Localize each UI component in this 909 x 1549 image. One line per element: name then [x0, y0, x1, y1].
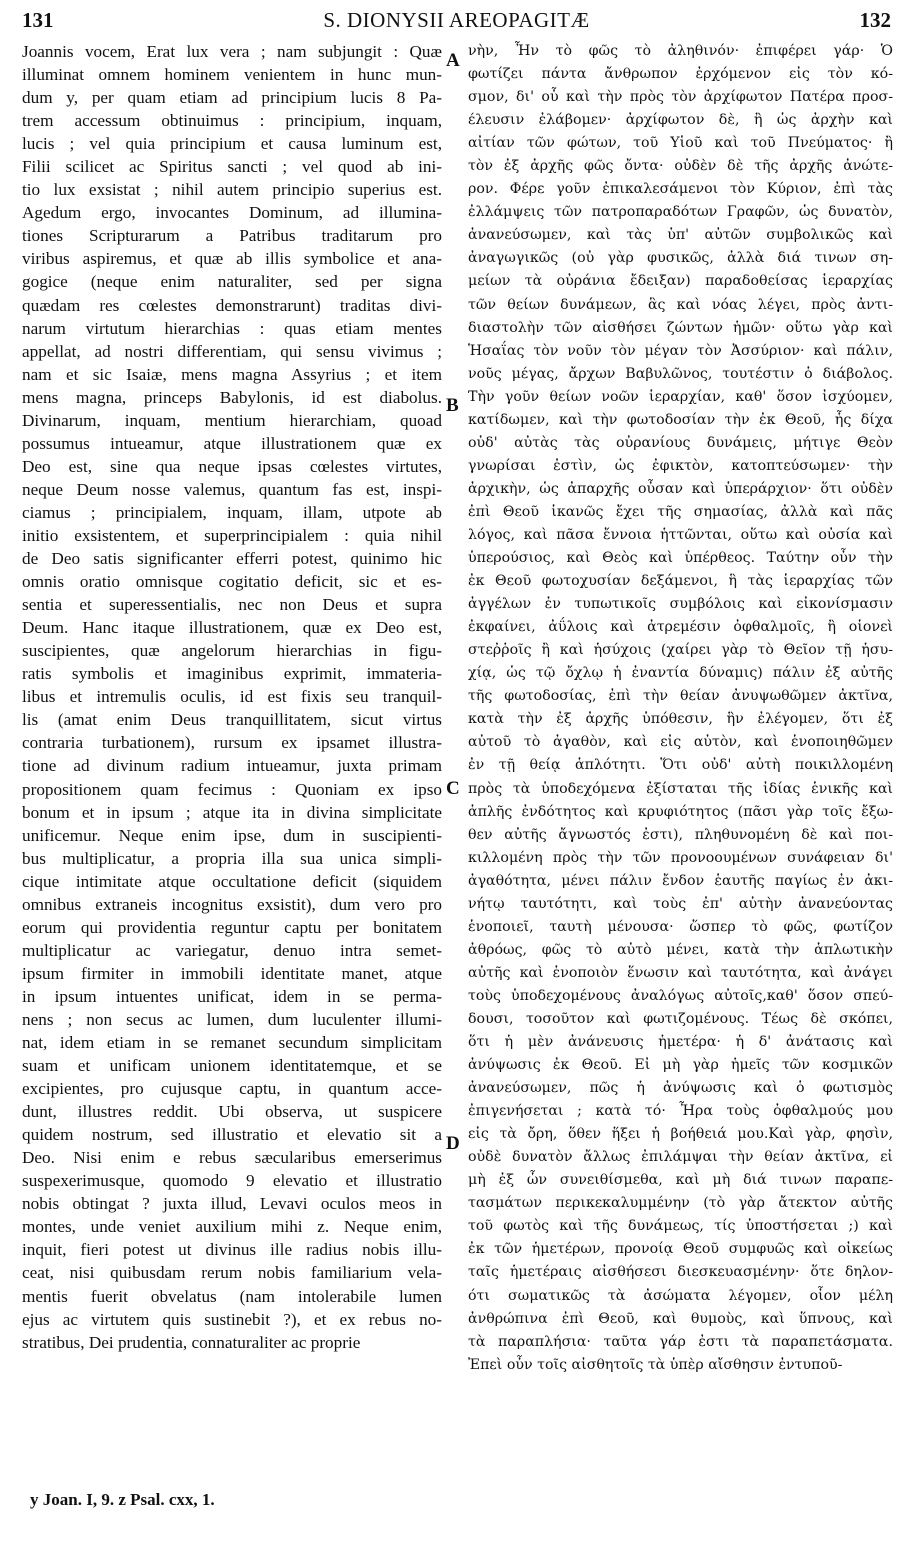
latin-line: ipsum firmiter in immobili identitate manet, atque	[22, 963, 442, 983]
latin-column	[22, 40, 442, 1354]
latin-line: appellat, ad nostri differentiam, qui sensu vivimus ;	[22, 341, 442, 361]
greek-line: θεν αὐτῆς ἄγνωστός ἐστι), πληθυνομένη δὲ καὶ ποι-	[468, 826, 893, 843]
greek-line: ἀνανεύσωμεν, καὶ τὰς ὑπ' αὐτῶν συμβολικῶς καὶ	[468, 227, 893, 244]
greek-line: ὅτι ἡ μὲν ἀνάνευσις ἡμετέρα· ἡ δ' ἀνάτασις καὶ	[468, 1034, 893, 1051]
latin-line: bus multiplicatur, a propria illa sua unica simpli-	[22, 848, 442, 868]
latin-line: contraria turbationem), rursum ex ipsamet illustra-	[22, 733, 442, 753]
section-marker-c: C	[446, 778, 460, 799]
latin-line: illuminat omnem hominem venientem in hunc mun-	[22, 65, 442, 85]
greek-line: διαστολὴν τῶν αἰσθήσει ζώντων ἡμῶν· οὕτω γὰρ καὶ	[468, 319, 893, 336]
latin-line: Agedum ergo, invocantes Dominum, ad illumina-	[22, 203, 442, 223]
greek-line: τασμάτων περικεκαλυμμένην (τὸ γὰρ ἄτεκτον αὐτῆς	[468, 1195, 893, 1212]
latin-line: ciamus ; principialem, inquam, illam, utpote ab	[22, 502, 442, 522]
latin-line: suspexerimusque, quomodo 9 elevatio et illustratio	[22, 1171, 442, 1191]
greek-line: νοῦς μέγας, ἄρχων Βαβυλῶνος, τουτέστιν ὁ διάβολος.	[468, 365, 893, 382]
latin-line: possumus intueamur, atque illustrationem quæ ex	[22, 433, 442, 453]
greek-line: τῶν θείων δυνάμεων, ἃς καὶ νόας λέγει, πρὸς ἀντι-	[468, 296, 893, 313]
greek-line: ἀγαθότητα, μένει πάλιν ἔνδον ἑαυτῆς παγίως ἐν ἀκι-	[468, 872, 893, 889]
latin-line: multiplicatur ac variegatur, denuo intra semet-	[22, 940, 442, 960]
greek-line: ἀνανεύσωμεν, πῶς ἡ ἀνύψωσις καὶ ὁ φωτισμὸς	[468, 1080, 893, 1097]
latin-line: Deum. Hanc itaque illustrationem, quæ ex Deo est,	[22, 618, 442, 638]
latin-line: nat, idem etiam in se remanet secundum simplicitam	[22, 1033, 442, 1053]
greek-line: ἀναγωγικῶς (οὐ γὰρ φυσικῶς, ἀλλὰ διά τινων ση-	[468, 250, 893, 267]
latin-line: de Deo satis significanter efferri potest, quinimo hic	[22, 549, 442, 569]
latin-line: Deo. Nisi enim e rebus sæcularibus emerserimus	[22, 1148, 442, 1168]
greek-column	[468, 40, 893, 1377]
greek-line: ἐλλάμψεις τῶν πατροπαραδότων Γραφῶν, ὡς δυνατὸν,	[468, 204, 893, 221]
latin-line: inquit, fieri potest ut divinus ille radius nobis illu-	[22, 1240, 442, 1260]
greek-line: ἀθρόως, φῶς τὸ αὐτὸ μένει, κατὰ τὴν ἁπλωτικὴν	[468, 941, 893, 958]
greek-line: ἑνοποιεῖ, ταυτὴ μένουσα· ὥσπερ τὸ φῶς, φωτίζον	[468, 918, 893, 935]
greek-line: ταῖς ἡμετέραις αἰσθήσεσι διεσκευασμένην· ὅτε δηλον-	[468, 1264, 893, 1281]
latin-line: gogice (neque enim naturaliter, sed per signa	[22, 272, 442, 292]
greek-line: ἐκ τῶν ἡμετέρων, προνοίᾳ Θεοῦ συμφυῶς καὶ οἰκείως	[468, 1241, 893, 1258]
greek-line: τῆς φωτοδοσίας, ἐπὶ τὴν θείαν ἀνυψωθῶμεν ἀκτῖνα,	[468, 688, 893, 705]
greek-line: οὐδ' αὐτὰς τὰς οὐρανίους δυνάμεις, μήτιγε Θεὸν	[468, 434, 893, 451]
greek-line: πρὸς τὰ ὑποδεχόμενα ἐξίσταται τῆς ἰδίας ἑνικῆς καὶ	[468, 780, 893, 797]
greek-line: αὐτοῦ τὸ ἀγαθὸν, καὶ εἰς αὐτὸν, καὶ ἑνοποιηθῶμεν	[468, 734, 893, 751]
page-number-right: 132	[859, 8, 891, 32]
latin-line: ceat, nisi quibusdam rerum nobis familiarium vela-	[22, 1263, 442, 1283]
latin-line: omnis oratio omnisque cogitatio deficit, sic et es-	[22, 572, 442, 592]
greek-line: ἐκφαίνει, ἀΰλοις καὶ ἀτρεμέσιν ὀφθαλμοῖς, ἢ οἱονεὶ	[468, 619, 893, 636]
footnotes: y Joan. I, 9. z Psal. cxx, 1.	[30, 1490, 215, 1509]
latin-line: quædam res cœlestes demonstrarunt) traditas divi-	[22, 295, 442, 315]
greek-line: ἐπὶ Θεοῦ ἱκανῶς ἔχει τῆς σημασίας, ἀλλὰ καὶ πᾶς	[468, 503, 893, 520]
greek-line: Ἡσαΐας τὸν νοῦν τὸν μέγαν τὸν Ἀσσύριον· καὶ πάλιν,	[468, 342, 893, 359]
greek-line: αὐτῆς καὶ ἑνοποιὸν ἕνωσιν καὶ ταυτότητα, καὶ ἀνάγει	[468, 964, 893, 981]
greek-line: ἐκ Θεοῦ φωτοχυσίαν δεξάμενοι, ἣ τὰς ἱεραρχίας τῶν	[468, 573, 893, 590]
greek-line: κατὰ τὴν ἐξ ἀρχῆς ὑπόθεσιν, ἣν ἐλέγομεν, ὅτι ἐξ	[468, 711, 893, 728]
latin-line: Joannis vocem, Erat lux vera ; nam subjungit : Quæ	[22, 42, 442, 61]
latin-line: ejus ac virtutem quis sustinebit ?), et ex rebus no-	[22, 1309, 442, 1329]
section-marker-b: B	[446, 395, 459, 416]
greek-line: μείων τὰ οὐράνια ἔδειξαν) παραδοθείσας ἱεραρχίας	[468, 273, 893, 290]
latin-line: dum y, per quam etiam ad principium lucis 8 Pa-	[22, 88, 442, 108]
latin-line: nobis obtingat ? juxta illud, Levavi oculos meos in	[22, 1194, 442, 1214]
greek-line: ἐπιγενήσεται ; κατὰ τό· Ἦρα τοὺς ὀφθαλμούς μου	[468, 1103, 893, 1120]
latin-line: excipientes, pro cujusque captu, in quantum acce-	[22, 1079, 442, 1099]
latin-line: tiones Scripturarum a Patribus traditarum pro	[22, 226, 442, 246]
latin-line: Deo est, sine qua neque ipsas cœlestes virtutes,	[22, 456, 442, 476]
greek-line: ἀνθρώπινα ἐπὶ Θεοῦ, καὶ θυμοὺς, καὶ ὕπνους, καὶ	[468, 1310, 893, 1327]
greek-line: λόγος, καὶ πᾶσα ἔννοια ἡττῶνται, οὕτω καὶ οὐσία καὶ	[468, 526, 893, 543]
latin-line: stratibus, Dei prudentia, connaturaliter ac proprie	[22, 1332, 361, 1352]
latin-line: tio lux exsistat ; nihil autem principio superius est.	[22, 180, 442, 200]
latin-line: quidem nostrum, sed illustratio et elevatio sit a	[22, 1125, 442, 1145]
greek-line: κιλλομένη πρὸς τὴν τῶν προνοουμένων συνάφειαν δι'	[468, 849, 893, 866]
latin-line: suscipientes, quæ angelorum hierarchias in figu-	[22, 641, 442, 661]
greek-line: ὑπερούσιος, καὶ Θεὸς καὶ ὑπέρθεος. Ταύτην οὖν τὴν	[468, 550, 893, 567]
greek-line: τοῦ φωτὸς καὶ τῆς δυνάμεως, τίς ὑποστήσεται ;) καὶ	[468, 1218, 893, 1235]
greek-line: Τὴν γοῦν θείων νοῶν ἱεραρχίαν, καθ' ὅσον ἰσχύομεν,	[468, 388, 893, 405]
greek-line: δουσι, τοσοῦτον καὶ φωτιζομένους. Τέως δὲ σκόπει,	[468, 1010, 893, 1027]
latin-line: libus et intremulis oculis, id est fixis seu tranquil-	[22, 687, 442, 707]
greek-line: ἁπλῆς ἐνδότητος καὶ κρυφιότητος (πᾶσι γὰρ τοῖς ἔξω-	[468, 803, 893, 820]
page-number-left: 131	[22, 8, 54, 32]
running-title: S. DIONYSII AREOPAGITÆ	[323, 8, 590, 32]
greek-line: ἀρχικὴν, ὡς ἀπαρχῆς οὖσαν καὶ ὑπεράρχιον· ὅτι οὐδὲν	[468, 480, 893, 497]
latin-line: tione ad divinum radium intueamur, juxta primam	[22, 756, 442, 776]
latin-line: bonum et in ipsum ; atque ita in divina simplicitate	[22, 802, 442, 822]
latin-line: omnibus extraneis incognitus exsistit), dum vero pro	[22, 894, 442, 914]
greek-line: εἰς τὰ ὄρη, ὅθεν ἥξει ἡ βοήθειά μου.Καὶ γὰρ, φησὶν,	[468, 1126, 893, 1143]
latin-line: Filii scilicet ac Spiritus sancti ; vel quod ab ini-	[22, 157, 442, 177]
latin-line: dunt, illustres reddit. Ubi observa, ut suspicere	[22, 1102, 442, 1122]
latin-line: eorum qui providentia reguntur captu per bonitatem	[22, 917, 442, 937]
latin-line: mentis fuerit obvelatus (nam intolerabile lumen	[22, 1286, 442, 1306]
greek-line: νήτῳ ταυτότητι, καὶ τοὺς ἐπ' αὐτὴν ἀνανεύοντας	[468, 895, 893, 912]
page-header	[22, 4, 891, 38]
latin-line: viribus aspiremus, et quæ ab illis symbolice et ana-	[22, 249, 442, 269]
greek-line: ρον. Φέρε γοῦν ἐπικαλεσάμενοι τὸν Κύριον, ἐπὶ τὰς	[468, 181, 893, 198]
greek-line: αἰτίαν τῶν φώτων, τοῦ Υἱοῦ καὶ τοῦ Πνεύματος· ἢ	[468, 135, 893, 152]
latin-line: nam et sic Isaiæ, mens magna Assyrius ; et item	[22, 364, 442, 384]
greek-line: τὰ παραπλήσια· ταῦτα γάρ ἐστι τὰ παραπετάσματα.	[468, 1333, 893, 1350]
greek-line: ἀγγέλων ἐν τυπωτικοῖς συμβόλοις καὶ εἰκονίσμασιν	[468, 596, 893, 613]
latin-line: propositionem quam fecimus : Quoniam ex ipso	[22, 779, 442, 799]
latin-line: mens magna, princeps Babylonis, id est diabolus.	[22, 387, 442, 407]
greek-line: έλευσιν ἐλάβομεν· ἀρχίφωτον δὲ, ἢ ὡς ἀρχὴν καὶ	[468, 112, 893, 129]
greek-line: κατίδωμεν, καὶ τὴν φωτοδοσίαν τὴν ἐκ Θεοῦ, ἧς δίχα	[468, 411, 893, 428]
latin-line: Divinarum, inquam, mentium hierarchiam, quoad	[22, 410, 442, 430]
greek-line: μὴ ἐξ ὧν συνειθίσμεθα, καὶ μὴ διά τινων παραπε-	[468, 1172, 893, 1189]
greek-line: τοὺς ὑποδεχομένους ἀναλόγως αὐτοῖς,καθ' ὅσον σπεύ-	[468, 987, 893, 1004]
latin-line: montes, unde veniet auxilium mihi z. Neque enim,	[22, 1217, 442, 1237]
greek-line: Ἐπεὶ οὖν τοῖς αἰσθητοῖς τὰ ὑπὲρ αἴσθησιν ἐντυποῦ-	[468, 1356, 843, 1373]
greek-line: ἀνύψωσις ἐκ Θεοῦ. Εἰ μὴ γὰρ ἡμεῖς τῶν κοσμικῶν	[468, 1057, 893, 1074]
latin-line: cique intimitate atque occultatione deficit (siquidem	[22, 871, 442, 891]
latin-line: suam et unificam unionem identitatemque, et se	[22, 1056, 442, 1076]
greek-line: τὸν ἐξ ἀρχῆς φῶς ὄντα· οὐδὲν δὲ τῆς ἀρχῆς ἀνώτε-	[468, 158, 893, 175]
greek-line: ότι σωματικῶς τὰ ἀσώματα λέγομεν, οἷον μέλη	[468, 1287, 893, 1304]
greek-line: στεῤῥοῖς ἢ καὶ ἡσύχοις (χαίρει γὰρ τὸ Θεῖον τῇ ἡσυ-	[468, 642, 893, 659]
latin-line: narum virtutum hierarchias : quas etiam mentes	[22, 318, 442, 338]
greek-line: οὐδὲ δυνατὸν ἄλλως ἐπιλάμψαι τὴν θείαν ἀκτῖνα, εἰ	[468, 1149, 893, 1166]
greek-line: νὴν, Ἦν τὸ φῶς τὸ ἀληθινόν· ἐπιφέρει γάρ· Ὁ	[468, 43, 893, 59]
latin-line: unificemur. Neque enim ipse, dum in suscipienti-	[22, 825, 442, 845]
latin-line: sentia et superessentialis, nec non Deus et supra	[22, 595, 442, 615]
latin-line: trem accessum obtinuimus : principium, inquam,	[22, 111, 442, 131]
greek-line: ἐν τῇ θείᾳ ἁπλότητι. Ὅτι οὐδ' αὐτὴ ποικιλλομένη	[468, 757, 893, 774]
latin-line: ratis symbolis et imaginibus exprimit, immateria-	[22, 664, 442, 684]
greek-line: χίᾳ, ὡς τῷ ὄχλῳ ἡ ἐναντία δύναμις) πάλιν ἐξ αὐτῆς	[468, 665, 893, 682]
latin-line: initio exsistentem, et superprincipialem : quia nihil	[22, 525, 442, 545]
latin-line: nens ; non secus ac lumen, dum luculenter illumi-	[22, 1009, 442, 1029]
latin-line: in ipsum intuentes unificat, idem in se perma-	[22, 986, 442, 1006]
greek-line: φωτίζει πάντα ἄνθρωπον ἐρχόμενον εἰς τὸν κό-	[468, 66, 893, 83]
latin-line: neque Deum nosse valemus, quantum fas est, inspi-	[22, 479, 442, 499]
latin-line: lucis ; vel quia principium et causa luminum est,	[22, 134, 442, 154]
section-marker-a: A	[446, 50, 460, 71]
greek-line: σμον, δι' οὗ καὶ τὴν πρὸς τὸν ἀρχίφωτον Πατέρα προσ-	[468, 89, 893, 106]
section-marker-d: D	[446, 1133, 460, 1154]
latin-line: lis (amat enim Deus tranquillitatem, sicut virtus	[22, 710, 442, 730]
greek-line: γνωρίσαι ἐστὶν, ὡς ἐφικτὸν, κατοπτεύσωμεν· τὴν	[468, 457, 893, 474]
